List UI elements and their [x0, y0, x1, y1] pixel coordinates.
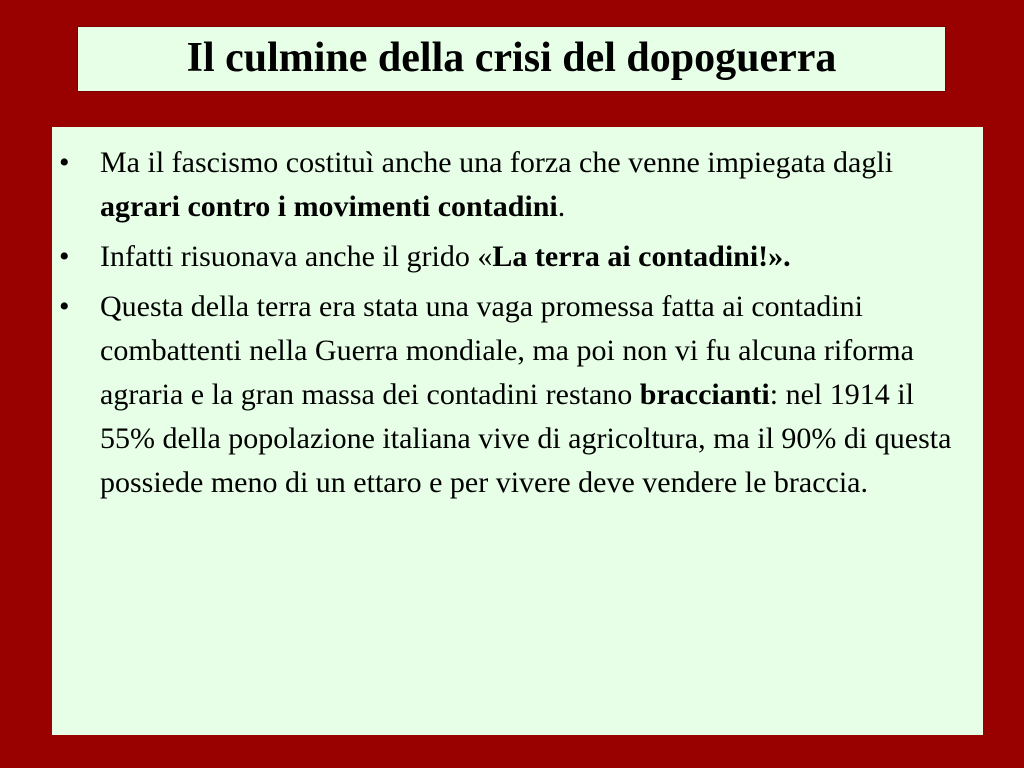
bullet-item-1: [52, 141, 983, 229]
slide-title: Il culmine della crisi del dopoguerra: [186, 35, 837, 81]
bullet-dot-icon: •: [59, 290, 70, 323]
bullet-1-text-1: Ma il fascismo costituì anche una forza che venne impiegata dagli: [100, 146, 894, 179]
bullet-3-text-2: : nel 1914 il 55% della popolazione italiana vive di agricoltura, ma il 90% di questa possiede meno di un ettaro e per vivere deve vendere le braccia.: [100, 378, 952, 499]
bullet-2-text-1: Infatti risuonava anche il grido «: [100, 240, 493, 273]
bullet-1-text-2: .: [557, 190, 566, 223]
bullet-item-2: [52, 235, 983, 279]
title-box: [77, 26, 946, 92]
content-box: [52, 127, 983, 735]
bullet-2-bold-text: La terra ai contadini!».: [492, 240, 791, 273]
bullet-list: [52, 141, 983, 511]
bullet-1-bold-text: agrari contro i movimenti contadini: [100, 190, 558, 223]
bullet-item-3: [52, 285, 983, 505]
bullet-3-bold-text: braccianti: [639, 378, 770, 411]
bullet-dot-icon: •: [59, 146, 70, 179]
bullet-3-text-1: Questa della terra era stata una vaga promessa fatta ai contadini combattenti nella Guerra mondiale, ma poi non vi fu alcuna riforma agraria e la gran massa dei contadini restano: [100, 290, 914, 411]
bullet-dot-icon: •: [59, 240, 70, 273]
